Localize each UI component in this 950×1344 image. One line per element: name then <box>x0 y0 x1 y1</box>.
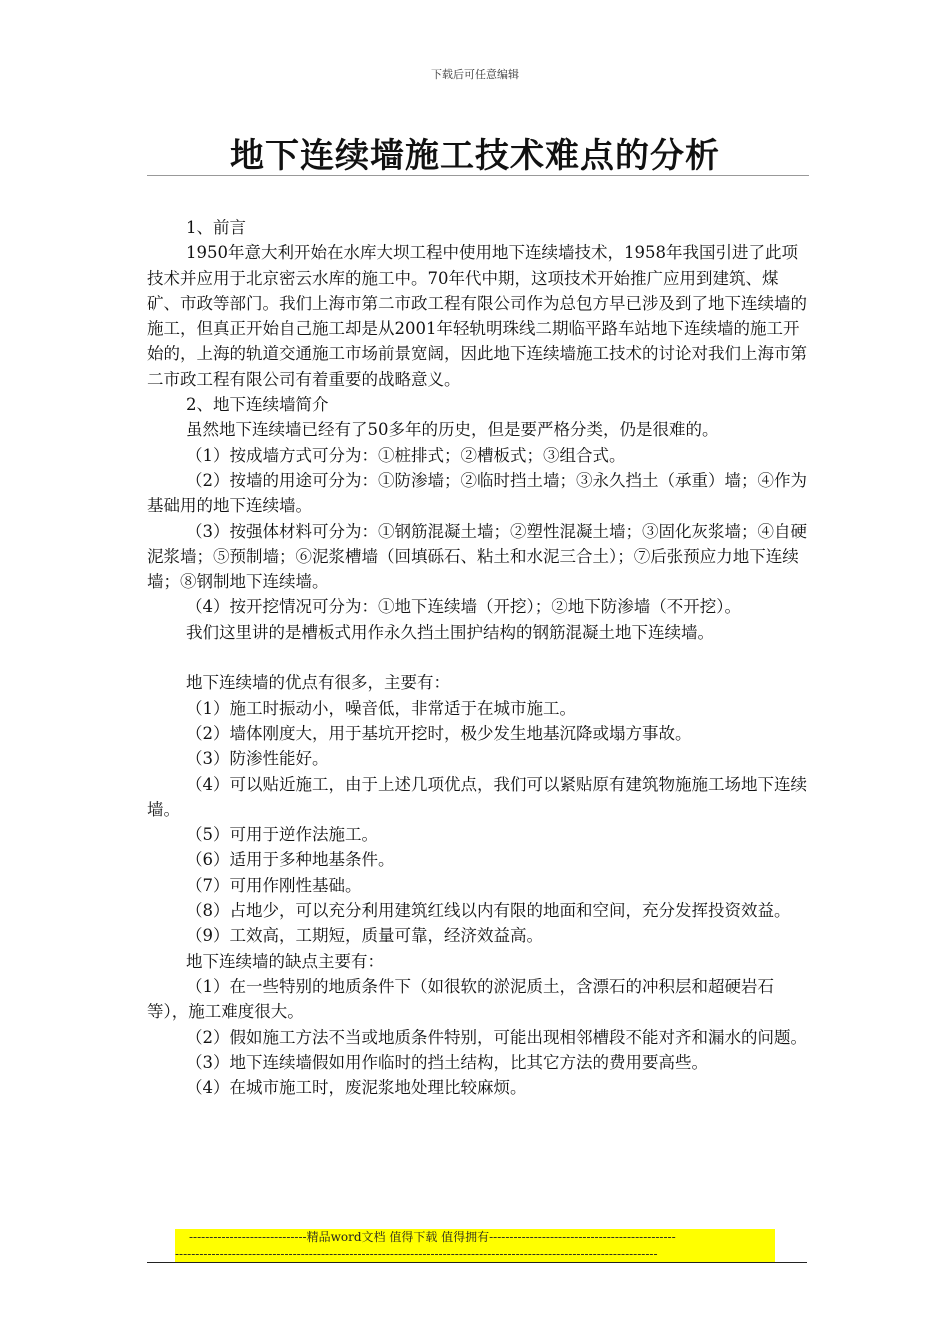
blank-line <box>147 645 807 670</box>
paragraph-classification: 虽然地下连续墙已经有了50多年的历史，但是要严格分类，仍是很难的。 <box>186 420 719 440</box>
list-item-disadvantage-2: （2）假如施工方法不当或地质条件特别，可能出现相邻槽段不能对齐和漏水的问题。 <box>186 1027 807 1047</box>
list-item-disadvantage-3: （3）地下连续墙假如用作临时的挡土结构，比其它方法的费用要高些。 <box>186 1052 708 1072</box>
list-item-advantage-7: （7）可用作刚性基础。 <box>186 875 362 895</box>
heading-introduction: 2、地下连续墙简介 <box>186 395 329 415</box>
document-body <box>147 215 807 1100</box>
footer-divider <box>147 1262 807 1263</box>
header-note: 下载后可任意编辑 <box>431 68 519 81</box>
list-item-classification-3: （3）按强体材料可分为：①钢筋混凝土墙；②塑性混凝土墙；③固化灰浆墙；④自硬泥浆墙；⑤预制墙；⑥泥浆槽墙（回填砾石、粘土和水泥三合土）；⑦后张预应力地下连续墙；⑧钢制地下连续墙。 <box>147 521 807 592</box>
list-item-advantage-5: （5）可用于逆作法施工。 <box>186 825 378 845</box>
footer-banner <box>175 1229 775 1263</box>
list-item-classification-2: （2）按墙的用途可分为：①防渗墙；②临时挡土墙；③永久挡土（承重）墙；④作为基础用的地下连续墙。 <box>147 470 807 516</box>
list-item-advantage-9: （9）工效高，工期短，质量可靠，经济效益高。 <box>186 926 543 946</box>
paragraph-preface: 1950年意大利开始在水库大坝工程中使用地下连续墙技术，1958年我国引进了此项技术并应用于北京密云水库的施工中。70年代中期，这项技术开始推广应用到建筑、煤矿、市政等部门。我们上海市第二市政工程有限公司作为总包方早已涉及到了地下连续墙的施工，但真正开始自己施工却是从2001年轻轨明珠线二期临平路车站地下连续墙的施工开始的，上海的轨道交通施工市场前景宽阔，因此地下连续墙施工技术的讨论对我们上海市第二市政工程有限公司有着重要的战略意义。 <box>147 243 807 389</box>
list-item-advantage-6: （6）适用于多种地基条件。 <box>186 850 395 870</box>
list-item-classification-1: （1）按成墙方式可分为：①桩排式；②槽板式；③组合式。 <box>186 445 626 465</box>
heading-preface: 1、前言 <box>186 218 246 237</box>
list-item-disadvantage-4: （4）在城市施工时，废泥浆地处理比较麻烦。 <box>186 1078 527 1098</box>
list-item-advantage-4: （4）可以贴近施工，由于上述几项优点，我们可以紧贴原有建筑物施施工场地下连续墙。 <box>147 774 807 819</box>
heading-advantages: 地下连续墙的优点有很多，主要有： <box>186 673 450 693</box>
list-item-advantage-1: （1）施工时振动小，噪音低，非常适于在城市施工。 <box>186 698 576 718</box>
list-item-advantage-3: （3）防渗性能好。 <box>186 749 329 769</box>
footer-banner-text: -----------------------------精品word文档 值得下载 值得拥有---------------------------------------------- <box>189 1230 676 1244</box>
footer-banner-dashes: ----------------------------------------------------------------------------------------------------------------------- <box>175 1247 658 1261</box>
list-item-classification-4: （4）按开挖情况可分为：①地下连续墙（开挖）；②地下防渗墙（不开挖）。 <box>186 597 741 617</box>
paragraph-scope: 我们这里讲的是槽板式用作永久挡土围护结构的钢筋混凝土地下连续墙。 <box>186 622 714 642</box>
list-item-disadvantage-1: （1）在一些特别的地质条件下（如很软的淤泥质土，含漂石的冲积层和超硬岩石等），施工难度很大。 <box>147 976 774 1022</box>
list-item-advantage-2: （2）墙体刚度大，用于基坑开挖时，极少发生地基沉降或塌方事故。 <box>186 723 692 743</box>
title-divider <box>147 175 809 176</box>
heading-disadvantages: 地下连续墙的缺点主要有： <box>186 951 384 971</box>
document-title: 地下连续墙施工技术难点的分析 <box>230 136 720 176</box>
list-item-advantage-8: （8）占地少，可以充分利用建筑红线以内有限的地面和空间，充分发挥投资效益。 <box>186 901 791 921</box>
